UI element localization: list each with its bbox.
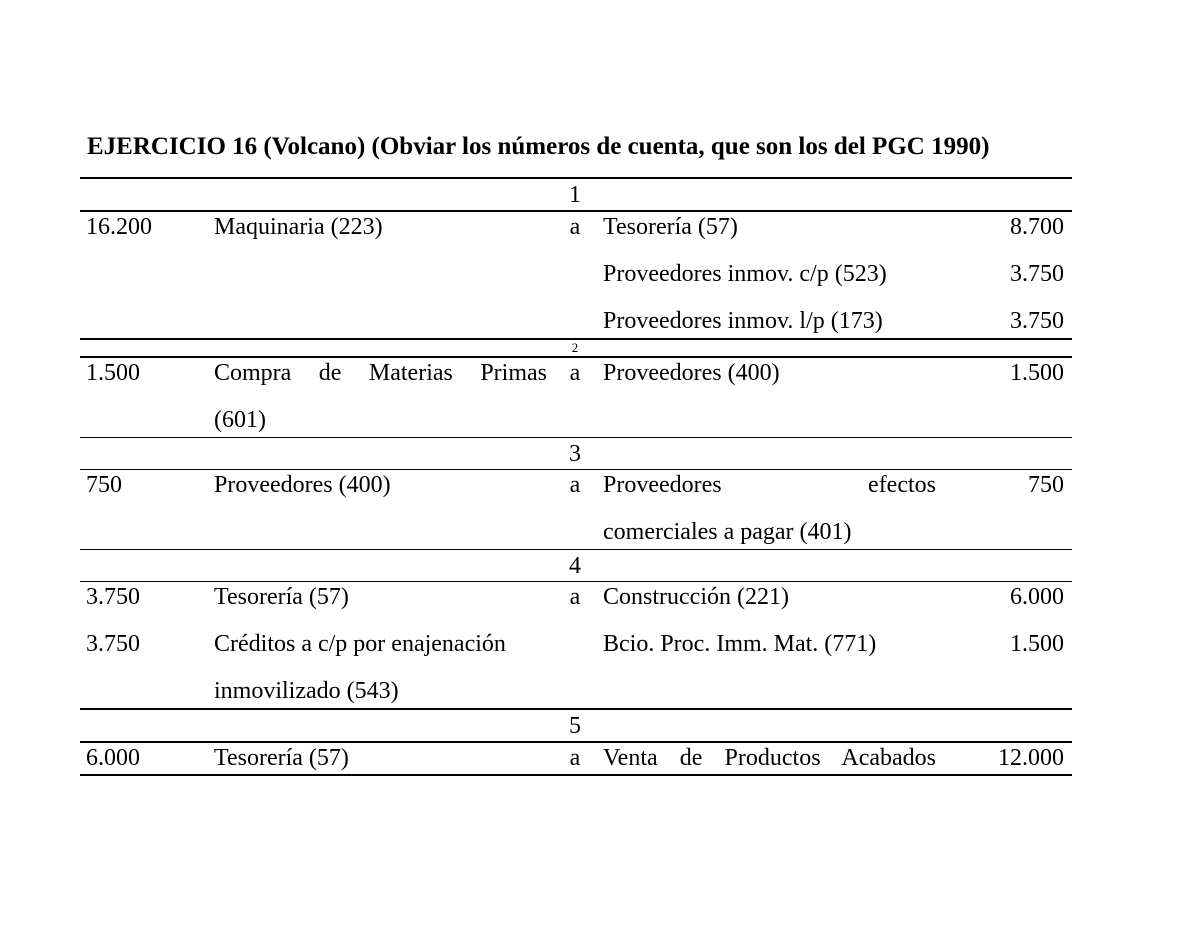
debit-account: (601) <box>214 407 266 433</box>
credit-amount: 12.000 <box>998 745 1064 771</box>
rule-line <box>80 774 1072 776</box>
entry-line <box>80 470 1072 517</box>
debit-account: Tesorería (57) <box>214 584 349 610</box>
entry-number: 4 <box>569 553 581 579</box>
credit-account: Proveedores (400) <box>603 360 780 386</box>
credit-amount: 6.000 <box>1010 584 1064 610</box>
debit-account: inmovilizado (543) <box>214 678 399 704</box>
debit-amount: 6.000 <box>86 745 140 771</box>
credit-account: comerciales a pagar (401) <box>603 519 852 545</box>
debit-amount: 1.500 <box>86 360 140 386</box>
entry-line <box>80 629 1072 676</box>
entry-number-row <box>80 340 1072 356</box>
connector-a: a <box>569 584 581 610</box>
journal-entry <box>80 358 1072 437</box>
debit-account: Compra de Materias Primas <box>214 360 547 386</box>
entry-number: 3 <box>569 441 581 467</box>
debit-account: Créditos a c/p por enajenación <box>214 631 506 657</box>
entry-number-row <box>80 710 1072 741</box>
entry-number: 5 <box>569 713 581 739</box>
debit-amount: 750 <box>86 472 122 498</box>
connector-a: a <box>569 214 581 240</box>
credit-account: Tesorería (57) <box>603 214 738 240</box>
connector-a: a <box>569 745 581 771</box>
debit-account: Maquinaria (223) <box>214 214 383 240</box>
credit-amount: 8.700 <box>1010 214 1064 240</box>
entry-line <box>80 743 1072 774</box>
credit-account: Construcción (221) <box>603 584 789 610</box>
entry-line <box>80 358 1072 405</box>
entry-line <box>80 582 1072 629</box>
entry-line <box>80 676 1072 708</box>
entry-number-row <box>80 438 1072 469</box>
credit-account: Venta de Productos Acabados <box>603 745 936 771</box>
credit-amount: 1.500 <box>1010 631 1064 657</box>
credit-account: Proveedores efectos <box>603 472 936 498</box>
entry-number-row <box>80 179 1072 210</box>
credit-amount: 3.750 <box>1010 261 1064 287</box>
debit-account: Tesorería (57) <box>214 745 349 771</box>
debit-amount: 16.200 <box>86 214 152 240</box>
journal-entry <box>80 743 1072 774</box>
exercise-title: EJERCICIO 16 (Volcano) (Obviar los números de cuenta, que son los del PGC 1990) <box>87 133 990 160</box>
entry-line <box>80 405 1072 437</box>
connector-a: a <box>569 360 581 386</box>
entry-number-row <box>80 550 1072 581</box>
debit-amount: 3.750 <box>86 631 140 657</box>
credit-amount: 1.500 <box>1010 360 1064 386</box>
entry-number: 1 <box>569 182 581 208</box>
entry-line <box>80 306 1072 338</box>
credit-account: Proveedores inmov. c/p (523) <box>603 261 887 287</box>
connector-a: a <box>569 472 581 498</box>
journal-table <box>80 177 1072 776</box>
journal-entry <box>80 212 1072 338</box>
journal-entry <box>80 582 1072 708</box>
journal-entry <box>80 470 1072 549</box>
entry-number: 2 <box>571 340 579 355</box>
entry-line <box>80 212 1072 259</box>
debit-account: Proveedores (400) <box>214 472 391 498</box>
entry-line <box>80 517 1072 549</box>
credit-account: Proveedores inmov. l/p (173) <box>603 308 883 334</box>
credit-amount: 750 <box>1028 472 1064 498</box>
entry-line <box>80 259 1072 306</box>
credit-account: Bcio. Proc. Imm. Mat. (771) <box>603 631 877 657</box>
debit-amount: 3.750 <box>86 584 140 610</box>
credit-amount: 3.750 <box>1010 308 1064 334</box>
